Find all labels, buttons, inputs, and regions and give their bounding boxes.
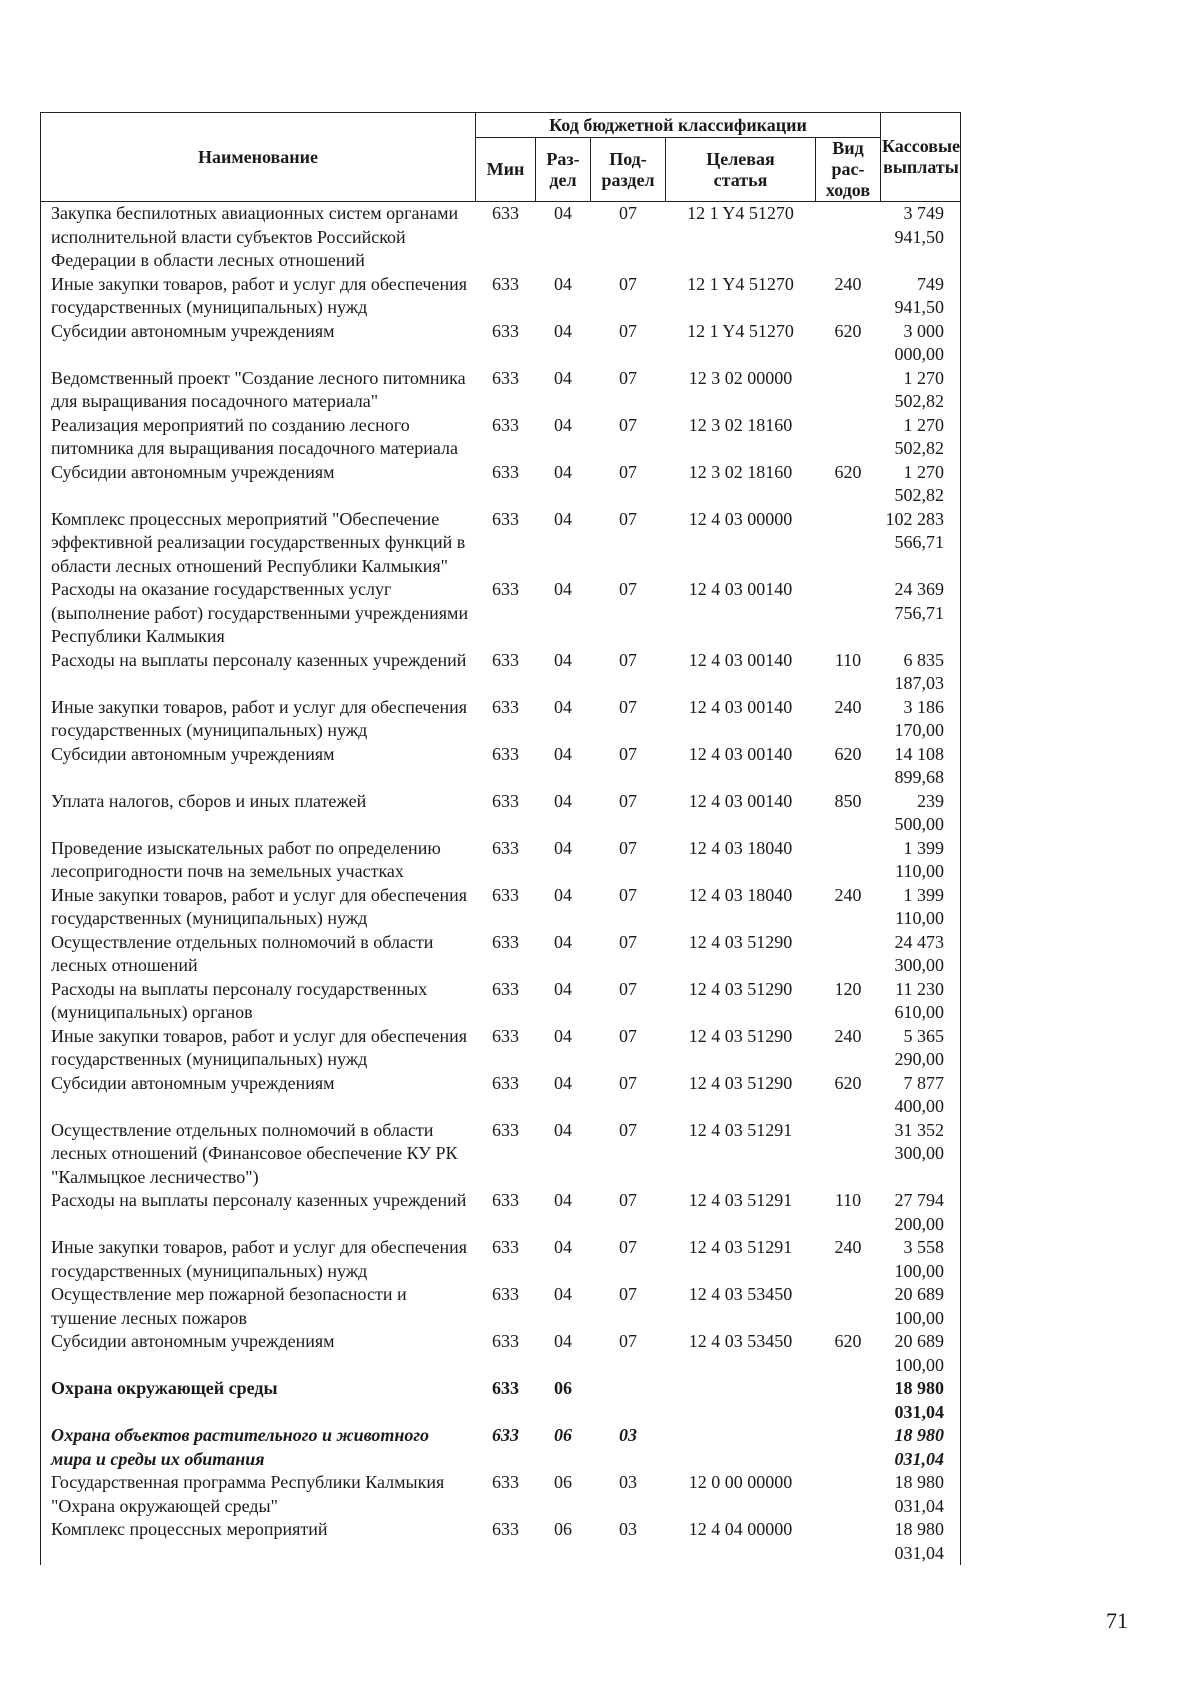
- cell-article: 12 4 03 51290: [688, 931, 793, 952]
- cell-podrazdel: 07: [619, 367, 637, 388]
- table-row: [41, 1119, 961, 1190]
- cell-article: 12 3 02 18160: [688, 414, 793, 435]
- cell-amount: 7 877 400,00: [881, 1072, 961, 1119]
- cell-min: 633: [492, 1119, 519, 1140]
- cell-article: 12 1 Y4 51270: [687, 320, 794, 341]
- cell-min: 633: [492, 273, 519, 294]
- cell-razdel: 04: [554, 1284, 572, 1304]
- cell-article: 12 1 Y4 51270: [687, 273, 794, 294]
- cell-razdel: 06: [554, 1378, 572, 1398]
- cell-amount: 1 399 110,00: [881, 837, 961, 884]
- cell-podrazdel: 07: [619, 1331, 637, 1351]
- cell-razdel: 04: [554, 837, 572, 858]
- cell-razdel: 04: [554, 884, 572, 905]
- cell-vid: [816, 1424, 881, 1471]
- cell-vid: 620: [834, 320, 862, 341]
- cell-amount: 239 500,00: [881, 790, 961, 837]
- cell-article: 12 3 02 00000: [688, 367, 793, 388]
- cell-name: Реализация мероприятий по созданию лесного питомника для выращивания посадочного материала: [41, 414, 476, 461]
- cell-amount: 749 941,50: [881, 273, 961, 320]
- cell-name: Расходы на выплаты персоналу государственных (муниципальных) органов: [41, 978, 476, 1025]
- cell-name: Осуществление отдельных полномочий в области лесных отношений (Финансовое обеспечение КУ РК "Калмыцкое лесничество"): [41, 1119, 476, 1190]
- cell-name: Субсидии автономным учреждениям: [41, 461, 476, 508]
- cell-vid: 120: [834, 978, 862, 999]
- cell-min: 633: [492, 367, 519, 388]
- cell-min: 633: [492, 1378, 519, 1398]
- cell-article: 12 4 03 00000: [688, 508, 793, 529]
- cell-vid: 240: [834, 1237, 862, 1257]
- cell-article: [666, 1424, 816, 1471]
- cell-razdel: 04: [554, 1119, 572, 1140]
- cell-min: 633: [492, 1425, 519, 1445]
- cell-amount: 102 283 566,71: [881, 508, 961, 579]
- cell-vid: 240: [834, 696, 862, 717]
- cell-min: 633: [492, 978, 519, 999]
- cell-article: 12 4 03 00140: [688, 743, 793, 764]
- cell-name: Ведомственный проект "Создание лесного питомника для выращивания посадочного материала": [41, 367, 476, 414]
- cell-podrazdel: 07: [619, 1119, 637, 1140]
- table-row: [41, 696, 961, 743]
- cell-name: Субсидии автономным учреждениям: [41, 743, 476, 790]
- cell-podrazdel: 07: [619, 320, 637, 341]
- cell-vid: 240: [834, 884, 862, 905]
- budget-table: [40, 112, 961, 1565]
- cell-amount: 3 000 000,00: [881, 320, 961, 367]
- cell-podrazdel: 07: [619, 696, 637, 717]
- cell-min: 633: [492, 1519, 519, 1539]
- cell-razdel: 04: [554, 414, 572, 435]
- cell-vid: [816, 202, 881, 273]
- cell-podrazdel: 07: [619, 1025, 637, 1046]
- cell-name: Иные закупки товаров, работ и услуг для обеспечения государственных (муниципальных) нужд: [41, 273, 476, 320]
- cell-article: [666, 1377, 816, 1424]
- cell-article: 12 0 00 00000: [688, 1472, 793, 1492]
- cell-min: 633: [492, 649, 519, 670]
- table-row: [41, 743, 961, 790]
- cell-amount: 6 835 187,03: [881, 649, 961, 696]
- cell-name: Иные закупки товаров, работ и услуг для обеспечения государственных (муниципальных) нужд: [41, 884, 476, 931]
- cell-vid: 620: [834, 1331, 862, 1351]
- cell-razdel: 04: [554, 461, 572, 482]
- header-classification-group: Код бюджетной классификации: [476, 113, 881, 138]
- cell-podrazdel: [591, 1377, 666, 1424]
- cell-article: 12 4 03 51290: [688, 1072, 793, 1093]
- cell-name: Иные закупки товаров, работ и услуг для обеспечения государственных (муниципальных) нужд: [41, 696, 476, 743]
- cell-vid: [816, 578, 881, 649]
- header-vid: Вид рас- ходов: [816, 138, 881, 202]
- header-min: Мин: [476, 138, 536, 202]
- cell-vid: [816, 414, 881, 461]
- cell-article: 12 4 03 00140: [688, 696, 793, 717]
- table-row: [41, 1072, 961, 1119]
- cell-min: 633: [492, 203, 519, 223]
- table-row: [41, 273, 961, 320]
- cell-min: 633: [492, 1237, 519, 1257]
- cell-amount: 18 980 031,04: [881, 1377, 961, 1424]
- cell-min: 633: [492, 579, 519, 599]
- table-row: [41, 1236, 961, 1283]
- cell-name: Комплекс процессных мероприятий "Обеспечение эффективной реализации государственных функций в области лесных отношений Республики Калмыкия": [41, 508, 476, 579]
- cell-min: 633: [492, 931, 519, 952]
- cell-min: 633: [492, 508, 519, 529]
- cell-article: 12 4 03 51290: [688, 978, 793, 999]
- cell-amount: 20 689 100,00: [881, 1330, 961, 1377]
- cell-vid: 620: [834, 743, 862, 764]
- cell-podrazdel: 07: [619, 579, 637, 599]
- cell-name: Расходы на оказание государственных услуг (выполнение работ) государственными учреждениями Республики Калмыкия: [41, 578, 476, 649]
- table-row: [41, 649, 961, 696]
- cell-name: Закупка беспилотных авиационных систем органами исполнительной власти субъектов Российской Федерации в области лесных отношений: [41, 202, 476, 273]
- cell-podrazdel: 07: [619, 461, 637, 482]
- cell-amount: 18 980 031,04: [881, 1518, 961, 1565]
- cell-article: 12 4 03 51291: [688, 1119, 793, 1140]
- table-row: [41, 1424, 961, 1471]
- table-row: [41, 1025, 961, 1072]
- cell-min: 633: [492, 696, 519, 717]
- table-row: [41, 790, 961, 837]
- cell-razdel: 04: [554, 367, 572, 388]
- header-podrazdel: Под- раздел: [591, 138, 666, 202]
- cell-name: Охрана окружающей среды: [41, 1377, 476, 1424]
- cell-razdel: 04: [554, 273, 572, 294]
- cell-article: 12 4 03 00140: [688, 649, 793, 670]
- cell-podrazdel: 07: [619, 884, 637, 905]
- cell-name: Расходы на выплаты персоналу казенных учреждений: [41, 1189, 476, 1236]
- cell-podrazdel: 07: [619, 931, 637, 952]
- cell-amount: 1 270 502,82: [881, 367, 961, 414]
- cell-razdel: 04: [554, 1237, 572, 1257]
- header-article: Целевая статья: [666, 138, 816, 202]
- cell-razdel: 04: [554, 1331, 572, 1351]
- page-number: 71: [1106, 1608, 1128, 1633]
- cell-razdel: 04: [554, 1025, 572, 1046]
- table-row: [41, 1518, 961, 1565]
- cell-article: 12 4 03 53450: [688, 1284, 793, 1304]
- cell-vid: [816, 1518, 881, 1565]
- cell-vid: [816, 508, 881, 579]
- cell-min: 633: [492, 1025, 519, 1046]
- table-row: [41, 508, 961, 579]
- cell-article: 12 4 03 51291: [688, 1237, 793, 1257]
- cell-name: Субсидии автономным учреждениям: [41, 1330, 476, 1377]
- table-row: [41, 367, 961, 414]
- cell-article: 12 4 03 00140: [688, 790, 793, 811]
- table-body: [41, 202, 961, 1566]
- table-row: [41, 1471, 961, 1518]
- cell-name: Проведение изыскательных работ по определению лесопригодности почв на земельных участках: [41, 837, 476, 884]
- cell-min: 633: [492, 1472, 519, 1492]
- cell-podrazdel: 03: [619, 1472, 637, 1492]
- cell-vid: 110: [834, 1190, 862, 1210]
- cell-name: Уплата налогов, сборов и иных платежей: [41, 790, 476, 837]
- cell-name: Субсидии автономным учреждениям: [41, 1072, 476, 1119]
- table-row: [41, 837, 961, 884]
- cell-podrazdel: 07: [619, 273, 637, 294]
- cell-podrazdel: 07: [619, 743, 637, 764]
- table-header: [41, 113, 961, 202]
- cell-podrazdel: 07: [619, 649, 637, 670]
- cell-vid: 620: [834, 461, 862, 482]
- cell-podrazdel: 07: [619, 837, 637, 858]
- cell-article: 12 4 03 53450: [688, 1331, 793, 1351]
- cell-amount: 27 794 200,00: [881, 1189, 961, 1236]
- table-row: [41, 884, 961, 931]
- cell-podrazdel: 07: [619, 978, 637, 999]
- cell-vid: [816, 1471, 881, 1518]
- cell-razdel: 04: [554, 978, 572, 999]
- cell-min: 633: [492, 320, 519, 341]
- cell-min: 633: [492, 414, 519, 435]
- table-row: [41, 414, 961, 461]
- cell-vid: [816, 931, 881, 978]
- cell-amount: 3 749 941,50: [881, 202, 961, 273]
- document-sheet: [40, 112, 960, 1565]
- cell-name: Комплекс процессных мероприятий: [41, 1518, 476, 1565]
- header-name: Наименование: [41, 113, 476, 202]
- cell-amount: 20 689 100,00: [881, 1283, 961, 1330]
- cell-razdel: 06: [554, 1472, 572, 1492]
- cell-name: Иные закупки товаров, работ и услуг для обеспечения государственных (муниципальных) нужд: [41, 1236, 476, 1283]
- cell-min: 633: [492, 790, 519, 811]
- cell-razdel: 04: [554, 579, 572, 599]
- cell-article: 12 4 03 51290: [688, 1025, 793, 1046]
- cell-min: 633: [492, 461, 519, 482]
- cell-vid: 620: [834, 1072, 862, 1093]
- cell-vid: [816, 367, 881, 414]
- cell-article: 12 4 03 18040: [688, 884, 793, 905]
- cell-vid: [816, 1119, 881, 1190]
- table-row: [41, 978, 961, 1025]
- cell-podrazdel: 07: [619, 1237, 637, 1257]
- cell-razdel: 06: [554, 1425, 572, 1445]
- table-row: [41, 1283, 961, 1330]
- cell-podrazdel: 07: [619, 1284, 637, 1304]
- cell-razdel: 04: [554, 508, 572, 529]
- cell-article: 12 4 03 51291: [688, 1190, 793, 1210]
- cell-min: 633: [492, 1331, 519, 1351]
- cell-podrazdel: 07: [619, 1072, 637, 1093]
- cell-razdel: 04: [554, 743, 572, 764]
- cell-podrazdel: 07: [619, 1190, 637, 1210]
- table-row: [41, 1330, 961, 1377]
- cell-article: 12 4 03 18040: [688, 837, 793, 858]
- cell-min: 633: [492, 1072, 519, 1093]
- cell-amount: 31 352 300,00: [881, 1119, 961, 1190]
- table-row: [41, 578, 961, 649]
- table-row: [41, 1377, 961, 1424]
- cell-amount: 18 980 031,04: [881, 1424, 961, 1471]
- cell-name: Осуществление мер пожарной безопасности и тушение лесных пожаров: [41, 1283, 476, 1330]
- cell-vid: [816, 1377, 881, 1424]
- cell-amount: 1 399 110,00: [881, 884, 961, 931]
- header-razdel: Раз- дел: [536, 138, 591, 202]
- header-amount: Кассовые выплаты: [881, 113, 961, 202]
- cell-min: 633: [492, 884, 519, 905]
- cell-name: Субсидии автономным учреждениям: [41, 320, 476, 367]
- table-row: [41, 931, 961, 978]
- cell-amount: 18 980 031,04: [881, 1471, 961, 1518]
- cell-min: 633: [492, 1284, 519, 1304]
- cell-razdel: 04: [554, 1072, 572, 1093]
- cell-podrazdel: 03: [619, 1519, 637, 1539]
- cell-razdel: 04: [554, 203, 572, 223]
- cell-amount: 1 270 502,82: [881, 414, 961, 461]
- cell-min: 633: [492, 743, 519, 764]
- cell-name: Осуществление отдельных полномочий в области лесных отношений: [41, 931, 476, 978]
- cell-razdel: 04: [554, 696, 572, 717]
- cell-amount: 3 186 170,00: [881, 696, 961, 743]
- cell-amount: 1 270 502,82: [881, 461, 961, 508]
- cell-razdel: 04: [554, 649, 572, 670]
- cell-amount: 5 365 290,00: [881, 1025, 961, 1072]
- cell-vid: 240: [834, 273, 862, 294]
- cell-razdel: 06: [554, 1519, 572, 1539]
- cell-min: 633: [492, 1190, 519, 1210]
- cell-razdel: 04: [554, 1190, 572, 1210]
- cell-amount: 3 558 100,00: [881, 1236, 961, 1283]
- cell-name: Охрана объектов растительного и животного мира и среды их обитания: [41, 1424, 476, 1471]
- cell-vid: 240: [834, 1025, 862, 1046]
- cell-vid: 850: [834, 790, 862, 811]
- cell-name: Расходы на выплаты персоналу казенных учреждений: [41, 649, 476, 696]
- cell-name: Государственная программа Республики Калмыкия "Охрана окружающей среды": [41, 1471, 476, 1518]
- cell-podrazdel: 07: [619, 414, 637, 435]
- cell-article: 12 3 02 18160: [688, 461, 793, 482]
- cell-razdel: 04: [554, 790, 572, 811]
- cell-razdel: 04: [554, 320, 572, 341]
- cell-amount: 11 230 610,00: [881, 978, 961, 1025]
- cell-vid: 110: [834, 649, 862, 670]
- cell-amount: 24 473 300,00: [881, 931, 961, 978]
- cell-podrazdel: 07: [619, 203, 637, 223]
- cell-podrazdel: 03: [619, 1425, 637, 1445]
- cell-min: 633: [492, 837, 519, 858]
- table-row: [41, 320, 961, 367]
- cell-article: 12 4 04 00000: [688, 1519, 793, 1539]
- cell-article: 12 4 03 00140: [688, 579, 793, 599]
- table-row: [41, 1189, 961, 1236]
- cell-amount: 24 369 756,71: [881, 578, 961, 649]
- cell-article: 12 1 Y4 51270: [687, 203, 794, 223]
- cell-podrazdel: 07: [619, 790, 637, 811]
- cell-razdel: 04: [554, 931, 572, 952]
- cell-amount: 14 108 899,68: [881, 743, 961, 790]
- table-row: [41, 461, 961, 508]
- cell-vid: [816, 1283, 881, 1330]
- cell-name: Иные закупки товаров, работ и услуг для обеспечения государственных (муниципальных) нужд: [41, 1025, 476, 1072]
- cell-podrazdel: 07: [619, 508, 637, 529]
- cell-vid: [816, 837, 881, 884]
- table-row: [41, 202, 961, 273]
